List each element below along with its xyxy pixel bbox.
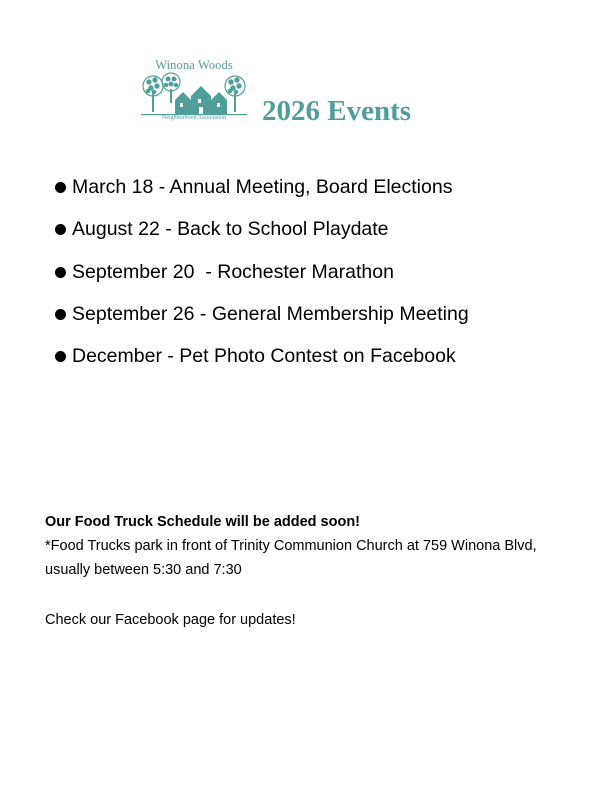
food-truck-note: *Food Trucks park in front of Trinity Communion Church at 759 Winona Blvd, usually between 5:30 and 7:30 xyxy=(45,538,537,578)
events-list xyxy=(55,173,469,384)
event-text: December - Pet Photo Contest on Facebook xyxy=(72,345,456,368)
list-item xyxy=(55,173,469,215)
event-text: September 20 - Rochester Marathon xyxy=(72,260,394,283)
list-item xyxy=(55,300,469,342)
event-text: August 22 - Back to School Playdate xyxy=(72,218,389,241)
event-text: March 18 - Annual Meeting, Board Elections xyxy=(72,176,453,198)
notes-section xyxy=(45,510,585,632)
logo-subtitle: Neighborhood Association xyxy=(161,115,227,121)
food-truck-heading: Our Food Truck Schedule will be added soon! xyxy=(45,514,361,530)
facebook-note: Check our Facebook page for updates! xyxy=(45,612,296,628)
bullet-icon xyxy=(55,182,66,193)
association-logo xyxy=(140,58,248,126)
bullet-icon xyxy=(55,309,66,320)
page-title: 2026 Events xyxy=(262,95,412,127)
bullet-icon xyxy=(55,351,66,362)
trees-and-houses-icon xyxy=(141,72,247,116)
bullet-icon xyxy=(55,224,66,235)
spacer xyxy=(45,582,585,608)
list-item xyxy=(55,215,469,257)
list-item xyxy=(55,342,469,384)
logo-name: Winona Woods xyxy=(155,58,233,72)
bullet-icon xyxy=(55,267,66,278)
list-item xyxy=(55,258,469,300)
event-text: September 26 - General Membership Meeting xyxy=(72,302,469,325)
